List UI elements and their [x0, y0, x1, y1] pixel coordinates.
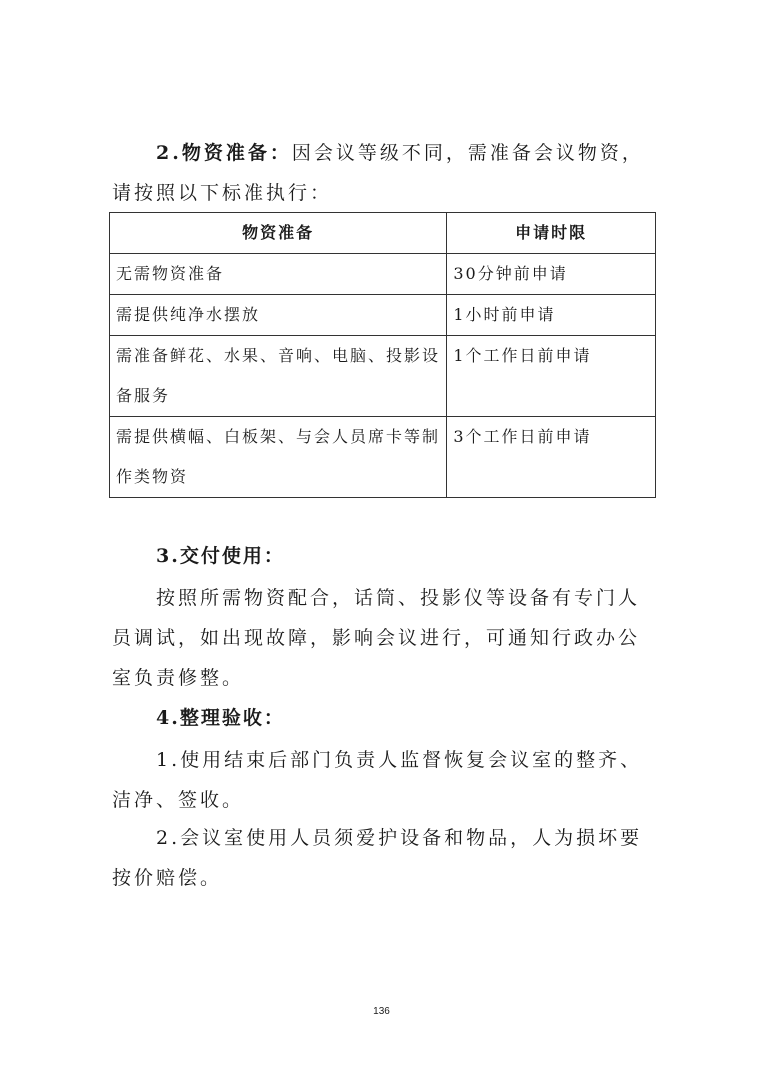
table-cell-limit: 1个工作日前申请: [447, 336, 656, 417]
section-3-heading: 3.交付使用：: [156, 545, 285, 567]
header-materials: 物资准备: [110, 213, 447, 254]
header-deadline: 申请时限: [447, 213, 656, 254]
table-cell-item: 需提供纯净水摆放: [110, 295, 447, 336]
table-row: [110, 336, 656, 417]
table-cell-item: 无需物资准备: [110, 254, 447, 295]
table-cell-limit: 30分钟前申请: [447, 254, 656, 295]
section-2-label: 2.物资准备：: [156, 142, 292, 164]
table-cell-item: 需提供横幅、白板架、与会人员席卡等制作类物资: [110, 417, 447, 498]
section-4-item-2: 2.会议室使用人员须爱护设备和物品，人为损坏要按价赔偿。: [112, 827, 643, 889]
page-number: 136: [373, 1006, 390, 1017]
section-2-paragraph: [112, 133, 658, 213]
table-row: [110, 295, 656, 336]
table-header-row: [110, 213, 656, 254]
section-4-item-1: 1.使用结束后部门负责人监督恢复会议室的整齐、洁净、签收。: [112, 749, 643, 811]
section-3-text: 按照所需物资配合，话筒、投影仪等设备有专门人员调试，如出现故障，影响会议进行，可通知行政办公室负责修整。: [112, 587, 641, 689]
table-row: [110, 417, 656, 498]
section-4-heading: 4.整理验收：: [156, 707, 285, 729]
table-cell-limit: 3个工作日前申请: [447, 417, 656, 498]
table-row: [110, 254, 656, 295]
material-requirements-table: [109, 212, 656, 498]
section-2-text: 因会议等级不同，需准备会议物资，请按照以下标准执行：: [112, 142, 644, 204]
table-cell-limit: 1小时前申请: [447, 295, 656, 336]
table-cell-item: 需准备鲜花、水果、音响、电脑、投影设备服务: [110, 336, 447, 417]
